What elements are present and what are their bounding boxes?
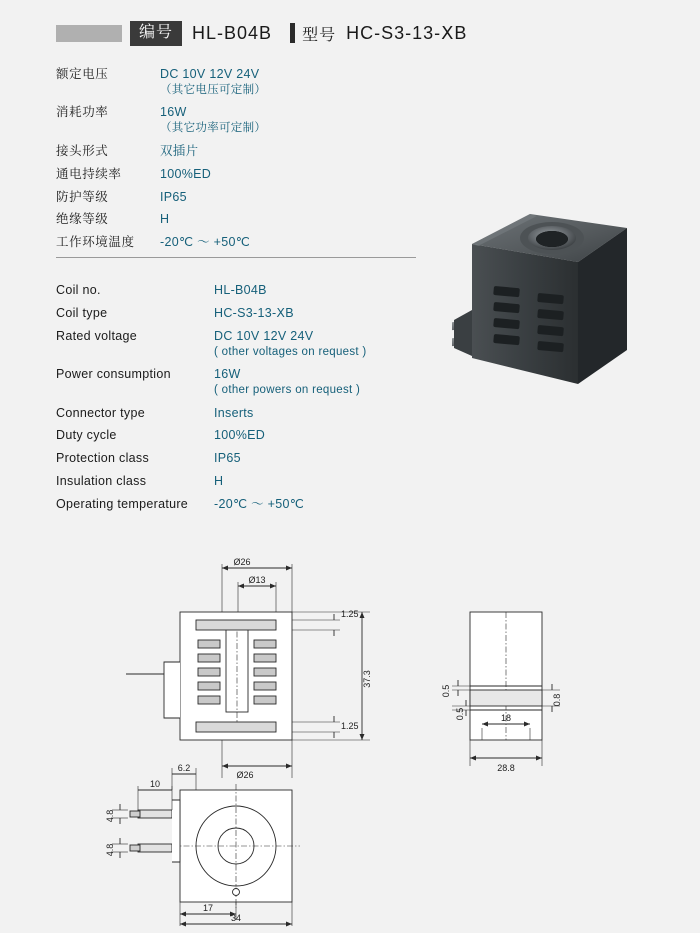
dim-side-inner-width: 18: [500, 713, 512, 723]
spec-divider: [56, 257, 416, 258]
header-divider-bar: [290, 23, 295, 43]
spec-value: [214, 366, 360, 398]
spec-key: 通电持续率: [56, 166, 122, 181]
spec-value: [160, 104, 266, 136]
dim-top-pin-a: 4.8: [105, 809, 115, 823]
dim-front-height: 37.3: [362, 670, 372, 688]
spec-key: 额定电压: [56, 67, 109, 81]
spec-table-cn: [56, 66, 416, 267]
technical-drawings: [0, 528, 700, 928]
spec-key: Operating temperature: [56, 497, 189, 512]
spec-row: [56, 366, 456, 398]
spec-table-en: [56, 282, 456, 519]
spec-row: [56, 66, 416, 98]
model-label: 型号: [302, 26, 337, 44]
spec-value-main: 16W: [214, 367, 241, 382]
spec-value: [214, 328, 367, 360]
dim-top-outer-width: 34: [230, 913, 242, 923]
spec-key: 绝缘等级: [56, 212, 109, 227]
spec-value: Inserts: [214, 405, 254, 420]
spec-value: 100%ED: [160, 166, 212, 181]
spec-value-sub: （其它电压可定制）: [160, 83, 267, 96]
spec-value-main: DC 10V 12V 24V: [214, 328, 314, 343]
spec-row: [56, 189, 416, 206]
spec-value: 双插片: [160, 143, 199, 158]
spec-key: Power consumption: [56, 367, 171, 382]
front-view-drawing: [126, 564, 370, 778]
dim-side-outer-width: 28.8: [497, 763, 515, 773]
spec-key: Connector type: [56, 405, 145, 420]
spec-key: Coil type: [56, 305, 108, 320]
spec-value-sub: （其它功率可定制）: [160, 122, 267, 135]
dim-side-left-2: 0.5: [455, 707, 465, 721]
dim-front-top-inner: Ø13: [248, 575, 266, 585]
spec-value: -20℃ ～ +50℃: [160, 235, 251, 250]
spec-value-main: DC 10V 12V 24V: [160, 67, 260, 81]
spec-value: HC-S3-13-ⅩB: [214, 305, 294, 320]
spec-value: -20℃ ～ +50℃: [214, 497, 305, 512]
spec-value-sub: ( other voltages on request ): [214, 345, 367, 358]
spec-key: Rated voltage: [56, 328, 138, 343]
spade-terminals: [452, 322, 454, 348]
spec-row: [56, 427, 456, 444]
spec-row: [56, 450, 456, 467]
dim-front-bottom-small: 1.25: [341, 721, 359, 731]
product-photo: [452, 198, 652, 403]
spec-value-sub: ( other powers on request ): [214, 384, 361, 397]
spec-row: [56, 405, 456, 422]
dim-top-inner-width: 17: [202, 903, 214, 913]
spec-row: [56, 166, 416, 183]
spec-key: 工作环境温度: [56, 235, 135, 250]
spec-row: [56, 143, 416, 160]
spec-key: 消耗功率: [56, 105, 109, 120]
model-value: HC-S3-13-ⅩB: [346, 22, 468, 43]
spec-value: [160, 66, 266, 98]
spec-key: Insulation class: [56, 474, 147, 489]
side-view-drawing: [452, 612, 560, 766]
dim-top-pin-offset: 6.2: [177, 763, 191, 773]
spec-key: Protection class: [56, 451, 150, 466]
page-header: [56, 16, 656, 50]
spec-value: H: [160, 212, 170, 227]
spec-row: [56, 328, 456, 360]
dimension-drawings-svg: [0, 528, 700, 928]
spec-key: Duty cycle: [56, 428, 117, 443]
spec-row: [56, 305, 456, 322]
coil-no-badge-label: 编号: [130, 21, 182, 46]
spec-row: [56, 496, 456, 513]
spec-value: IP65: [160, 189, 187, 204]
solenoid-coil-illustration: [452, 198, 652, 403]
spec-key: 接头形式: [56, 143, 109, 158]
spec-value: 100%ED: [214, 428, 266, 443]
spec-value: HL-B04B: [214, 283, 267, 297]
dim-front-top-outer: Ø26: [233, 557, 251, 567]
dim-top-pin-b: 4.8: [105, 843, 115, 857]
dim-side-left-1: 0.5: [441, 684, 451, 698]
spec-value-main: 16W: [160, 105, 187, 120]
spec-row: [56, 104, 416, 136]
spec-row: [56, 234, 416, 251]
spec-row: [56, 211, 416, 228]
spec-key: Coil no.: [56, 283, 101, 297]
coil-no-value: HL-B04B: [192, 22, 273, 43]
header-gray-block: [56, 25, 122, 42]
dim-top-pin-length: 10: [149, 779, 161, 789]
spec-value: IP65: [214, 451, 241, 466]
spec-row: [56, 282, 456, 299]
spec-key: 防护等级: [56, 189, 109, 204]
dim-front-bottom: Ø26: [236, 770, 254, 780]
dim-side-right: 0.8: [552, 693, 562, 707]
spec-value: H: [214, 474, 224, 489]
spec-row: [56, 473, 456, 490]
dim-front-top-small: 1.25: [341, 609, 359, 619]
